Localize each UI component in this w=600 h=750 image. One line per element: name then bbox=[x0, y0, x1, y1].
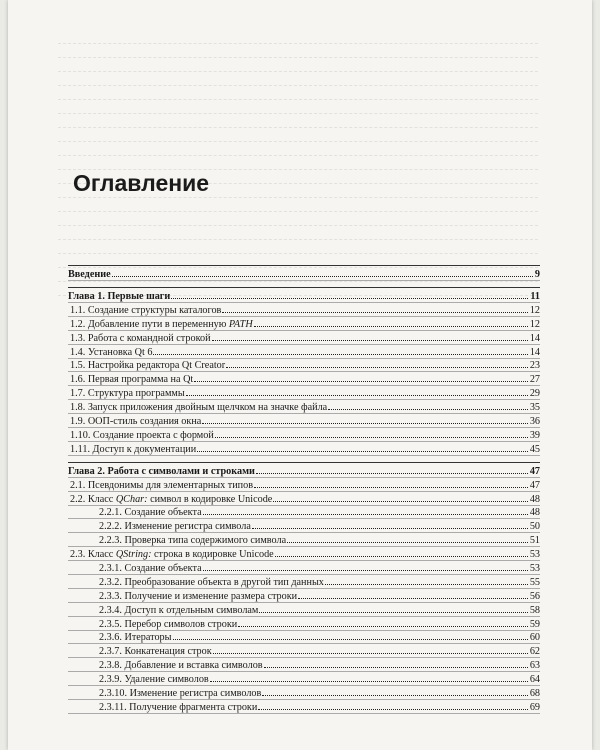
toc-entry-title: 2.3.8. Добавление и вставка символов bbox=[99, 660, 263, 672]
toc-entry-title: Глава 2. Работа с символами и строками bbox=[68, 465, 255, 477]
toc-section-entry[interactable] bbox=[68, 672, 540, 686]
toc-leader-dots bbox=[252, 528, 528, 529]
toc-page-number: 12 bbox=[529, 304, 540, 316]
toc-page-number: 9 bbox=[534, 269, 540, 280]
toc-entry-title: 1.9. ООП-стиль создания окна bbox=[70, 416, 202, 428]
toc-section-entry[interactable] bbox=[68, 533, 540, 547]
toc-section-entry[interactable] bbox=[68, 603, 540, 617]
toc-entry-title: 2.3.4. Доступ к отдельным символам bbox=[99, 604, 259, 616]
toc-leader-dots bbox=[262, 695, 527, 696]
toc-chapter-entry[interactable] bbox=[68, 266, 540, 281]
toc-entry-title: 2.3.7. Конкатенация строк bbox=[99, 646, 212, 658]
toc-leader-dots bbox=[186, 395, 528, 396]
toc-leader-dots bbox=[238, 626, 528, 627]
toc-entry-title: 1.5. Настройка редактора Qt Creator bbox=[70, 360, 226, 372]
toc-leader-dots bbox=[298, 598, 528, 599]
toc-section-entry[interactable] bbox=[68, 442, 540, 456]
toc-page-number: 47 bbox=[529, 465, 540, 477]
toc-entry-title: Глава 1. Первые шаги bbox=[68, 291, 171, 302]
toc-chapter-entry[interactable] bbox=[68, 463, 540, 478]
toc-entry-title: 1.3. Работа с командной строкой bbox=[70, 332, 211, 344]
toc-page-number: 69 bbox=[529, 701, 540, 713]
toc-page-number: 60 bbox=[529, 632, 540, 644]
toc-section-entry[interactable] bbox=[68, 589, 540, 603]
toc-entry-title: 2.2.2. Изменение регистра символа bbox=[99, 521, 251, 533]
toc-entry-title: 1.2. Добавление пути в переменную PATH bbox=[70, 318, 253, 330]
toc-section-entry[interactable] bbox=[68, 428, 540, 442]
toc-entry-title: 1.10. Создание проекта с формой bbox=[70, 429, 214, 441]
toc-section-entry[interactable] bbox=[68, 359, 540, 373]
toc-entry-title: 2.3.9. Удаление символов bbox=[99, 674, 209, 686]
toc-entry-title: 2.1. Псевдонимы для элементарных типов bbox=[70, 479, 254, 491]
toc-leader-dots bbox=[254, 326, 528, 327]
toc-section-entry[interactable] bbox=[68, 506, 540, 520]
toc-section-entry[interactable] bbox=[68, 414, 540, 428]
toc-entry-title: 1.6. Первая программа на Qt bbox=[70, 374, 194, 386]
toc-section-entry[interactable] bbox=[68, 478, 540, 492]
toc-section-entry[interactable] bbox=[68, 561, 540, 575]
table-of-contents bbox=[68, 265, 540, 714]
toc-leader-dots bbox=[325, 584, 528, 585]
page-title: Оглавление bbox=[73, 170, 210, 196]
toc-entry-title: 1.1. Создание структуры каталогов bbox=[70, 304, 222, 316]
toc-entry-title: 2.3.1. Создание объекта bbox=[99, 563, 202, 575]
toc-leader-dots bbox=[203, 514, 528, 515]
toc-section-entry[interactable] bbox=[68, 345, 540, 359]
toc-entry-title: 2.2. Класс QChar: символ в кодировке Unicode bbox=[70, 493, 273, 505]
toc-leader-dots bbox=[226, 367, 528, 368]
toc-entry-title: 1.4. Установка Qt 6 bbox=[70, 346, 153, 358]
toc-page-number: 58 bbox=[529, 604, 540, 616]
toc-page-number: 48 bbox=[529, 507, 540, 519]
toc-page-number: 50 bbox=[529, 521, 540, 533]
toc-leader-dots bbox=[210, 681, 528, 682]
toc-section-entry[interactable] bbox=[68, 492, 540, 506]
toc-leader-dots bbox=[254, 487, 528, 488]
toc-entry-title: 2.2.3. Проверка типа содержимого символа bbox=[99, 535, 287, 547]
toc-page-number: 14 bbox=[529, 332, 540, 344]
toc-leader-dots bbox=[213, 653, 528, 654]
toc-leader-dots bbox=[256, 473, 528, 474]
toc-leader-dots bbox=[202, 423, 528, 424]
toc-section-entry[interactable] bbox=[68, 519, 540, 533]
toc-section-entry[interactable] bbox=[68, 658, 540, 672]
toc-section-entry[interactable] bbox=[68, 372, 540, 386]
toc-section-entry[interactable] bbox=[68, 317, 540, 331]
toc-section-entry[interactable] bbox=[68, 631, 540, 645]
toc-entry-title: 2.3.10. Изменение регистра символов bbox=[99, 688, 262, 700]
toc-entry-title: 1.11. Доступ к документации bbox=[70, 443, 197, 455]
toc-section-entry[interactable] bbox=[68, 400, 540, 414]
toc-leader-dots bbox=[259, 612, 527, 613]
toc-page-number: 39 bbox=[529, 429, 540, 441]
toc-page-number: 36 bbox=[529, 416, 540, 428]
toc-page-number: 68 bbox=[529, 688, 540, 700]
toc-entry-title: 2.3.2. Преобразование объекта в другой тип данных bbox=[99, 576, 324, 588]
toc-leader-dots bbox=[197, 451, 528, 452]
toc-leader-dots bbox=[258, 709, 528, 710]
toc-page-number: 55 bbox=[529, 576, 540, 588]
toc-leader-dots bbox=[273, 501, 527, 502]
toc-page-number: 35 bbox=[529, 402, 540, 414]
toc-section-entry[interactable] bbox=[68, 547, 540, 561]
toc-page-number: 56 bbox=[529, 590, 540, 602]
toc-entry-title: 2.3.6. Итераторы bbox=[99, 632, 172, 644]
toc-page-number: 11 bbox=[530, 291, 540, 302]
toc-entry-title: 2.3. Класс QString: строка в кодировке Unicode bbox=[70, 549, 274, 561]
toc-section-entry[interactable] bbox=[68, 386, 540, 400]
toc-page-number: 62 bbox=[529, 646, 540, 658]
toc-entry-title: 2.3.5. Перебор символов строки bbox=[99, 618, 238, 630]
toc-leader-dots bbox=[287, 542, 528, 543]
toc-page-number: 63 bbox=[529, 660, 540, 672]
toc-section-entry[interactable] bbox=[68, 303, 540, 317]
toc-page-number: 51 bbox=[529, 535, 540, 547]
toc-section-entry[interactable] bbox=[68, 617, 540, 631]
toc-leader-dots bbox=[153, 354, 527, 355]
toc-section-entry[interactable] bbox=[68, 700, 540, 714]
toc-leader-dots bbox=[275, 556, 528, 557]
toc-page-number: 59 bbox=[529, 618, 540, 630]
toc-entry-title: Введение bbox=[68, 269, 111, 280]
toc-leader-dots bbox=[173, 639, 528, 640]
toc-chapter-entry[interactable] bbox=[68, 288, 540, 303]
book-page bbox=[8, 0, 592, 750]
toc-leader-dots bbox=[222, 312, 527, 313]
toc-leader-dots bbox=[328, 409, 528, 410]
toc-section-entry[interactable] bbox=[68, 686, 540, 700]
toc-leader-dots bbox=[112, 276, 533, 277]
toc-leader-dots bbox=[194, 381, 528, 382]
bleed-through-text bbox=[58, 30, 538, 300]
toc-entry-title: 2.3.3. Получение и изменение размера строки bbox=[99, 590, 298, 602]
toc-page-number: 29 bbox=[529, 388, 540, 400]
toc-leader-dots bbox=[203, 570, 528, 571]
toc-entry-title: 1.7. Структура программы bbox=[70, 388, 185, 400]
toc-leader-dots bbox=[212, 340, 528, 341]
toc-page-number: 53 bbox=[529, 563, 540, 575]
toc-page-number: 48 bbox=[529, 493, 540, 505]
toc-page-number: 12 bbox=[529, 318, 540, 330]
toc-page-number: 45 bbox=[529, 443, 540, 455]
toc-leader-dots bbox=[215, 437, 528, 438]
toc-section-entry[interactable] bbox=[68, 644, 540, 658]
toc-entry-title: 2.3.11. Получение фрагмента строки bbox=[99, 701, 258, 713]
toc-page-number: 23 bbox=[529, 360, 540, 372]
toc-page-number: 27 bbox=[529, 374, 540, 386]
toc-page-number: 53 bbox=[529, 549, 540, 561]
toc-entry-title: 1.8. Запуск приложения двойным щелчком на значке файла bbox=[70, 402, 328, 414]
toc-leader-dots bbox=[171, 298, 528, 299]
toc-page-number: 14 bbox=[529, 346, 540, 358]
toc-section-entry[interactable] bbox=[68, 575, 540, 589]
toc-page-number: 64 bbox=[529, 674, 540, 686]
toc-leader-dots bbox=[264, 667, 528, 668]
toc-page-number: 47 bbox=[529, 479, 540, 491]
toc-section-entry[interactable] bbox=[68, 331, 540, 345]
toc-entry-title: 2.2.1. Создание объекта bbox=[99, 507, 202, 519]
